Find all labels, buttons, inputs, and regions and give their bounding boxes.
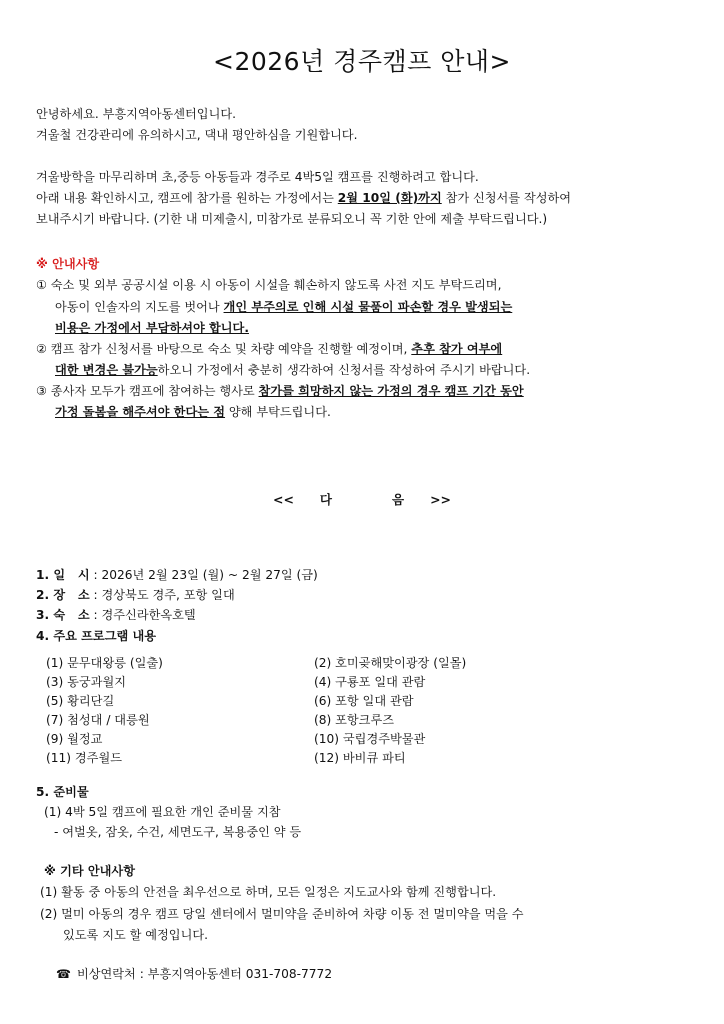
divider-char-1: 다 bbox=[319, 492, 332, 507]
program-item: (3) 동궁과월지 bbox=[46, 675, 127, 689]
detail-place bbox=[36, 587, 235, 603]
greeting-line-1: 안녕하세요. 부흥지역아동센터입니다. bbox=[36, 107, 236, 121]
program-item: (10) 국립경주박물관 bbox=[314, 732, 426, 746]
program-item: (8) 포항크루즈 bbox=[314, 713, 395, 727]
notice-1-line-1: ① 숙소 및 외부 공공시설 이용 시 아동이 시설을 훼손하지 않도록 사전 지도 부탁드리며, bbox=[36, 278, 502, 292]
deadline: 2월 10일 (화)까지 bbox=[337, 191, 442, 205]
emergency-contact bbox=[56, 966, 332, 982]
notice-3-emphasis-a: 참가를 희망하지 않는 가정의 경우 캠프 기간 동안 bbox=[258, 384, 524, 398]
notice-2-emphasis-b: 대한 변경은 불가능 bbox=[55, 363, 158, 377]
program-item: (4) 구룡포 일대 관람 bbox=[314, 675, 426, 689]
notice-3-line-2 bbox=[55, 404, 331, 420]
supplies-line-2: - 여벌옷, 잠옷, 수건, 세면도구, 복용중인 약 등 bbox=[54, 825, 302, 839]
other-line-2: (2) 멀미 아동의 경우 캠프 당일 센터에서 멀미약을 준비하여 차량 이동 전 멀미약을 먹을 수 bbox=[40, 907, 524, 921]
program-item: (5) 황리단길 bbox=[46, 694, 115, 708]
lodging-label: 3. 숙 소 bbox=[36, 608, 90, 622]
notice-2-emphasis-a: 추후 참가 여부에 bbox=[411, 342, 503, 356]
divider-heading bbox=[0, 490, 724, 508]
program-item: (11) 경주월드 bbox=[46, 751, 122, 765]
place-label: 2. 장 소 bbox=[36, 588, 90, 602]
other-line-1: (1) 활동 중 아동의 안전을 최우선으로 하며, 모든 일정은 지도교사와 함께 진행합니다. bbox=[40, 885, 497, 899]
program-item: (1) 문무대왕릉 (일출) bbox=[46, 656, 163, 670]
notice-2-line-1 bbox=[36, 341, 502, 357]
notice-1-line-3: 비용은 가정에서 부담하셔야 합니다. bbox=[55, 321, 249, 335]
intro-line-3: 보내주시기 바랍니다. (기한 내 미제출시, 미참가로 분류되오니 꼭 기한 안에 제출 부탁드립니다.) bbox=[36, 212, 548, 226]
program-heading: 4. 주요 프로그램 내용 bbox=[36, 629, 157, 643]
intro-line-1: 겨울방학을 마무리하며 초,중등 아동들과 경주로 4박5일 캠프를 진행하려고 합니다. bbox=[36, 170, 479, 184]
notice-2-line-2 bbox=[55, 362, 530, 378]
notice-1-line-2 bbox=[55, 299, 512, 315]
program-item: (12) 바비큐 파티 bbox=[314, 751, 406, 765]
program-item: (7) 첨성대 / 대릉원 bbox=[46, 713, 150, 727]
greeting-line-2: 겨울철 건강관리에 유의하시고, 댁내 평안하심을 기원합니다. bbox=[36, 128, 358, 142]
program-item: (6) 포항 일대 관람 bbox=[314, 694, 414, 708]
notice-3-line-1 bbox=[36, 383, 524, 399]
intro-line-2 bbox=[36, 190, 571, 206]
divider-right: >> bbox=[430, 492, 452, 507]
intro-line-2-end: 참가 신청서를 작성하여 bbox=[441, 191, 572, 205]
program-item: (2) 호미곶해맞이광장 (일몰) bbox=[314, 656, 467, 670]
supplies-heading: 5. 준비물 bbox=[36, 785, 89, 799]
lodging-value: : 경주신라한옥호텔 bbox=[93, 608, 196, 622]
date-value: : 2026년 2월 23일 (월) ~ 2월 27일 (금) bbox=[93, 568, 318, 582]
detail-lodging bbox=[36, 607, 196, 623]
detail-date bbox=[36, 567, 318, 583]
contact-text: 비상연락처 : 부흥지역아동센터 031-708-7772 bbox=[76, 967, 333, 981]
program-item: (9) 월정교 bbox=[46, 732, 103, 746]
notice-3-line-2-end: 양해 부탁드립니다. bbox=[225, 405, 331, 419]
notice-heading: ※ 안내사항 bbox=[36, 257, 100, 271]
notice-1-emphasis: 개인 부주의로 인해 시설 물품이 파손할 경우 발생되는 bbox=[223, 300, 513, 314]
notice-3-line-1-start: ③ 종사자 모두가 캠프에 참여하는 행사로 bbox=[36, 384, 259, 398]
place-value: : 경상북도 경주, 포항 일대 bbox=[93, 588, 235, 602]
page-title: <2026년 경주캠프 안내> bbox=[213, 47, 511, 76]
notice-3-emphasis-b: 가정 돌봄을 해주셔야 한다는 점 bbox=[55, 405, 226, 419]
notice-2-line-1-start: ② 캠프 참가 신청서를 바탕으로 숙소 및 차량 예약을 진행할 예정이며, bbox=[36, 342, 412, 356]
intro-line-2-start: 아래 내용 확인하시고, 캠프에 참가를 원하는 가정에서는 bbox=[36, 191, 338, 205]
notice-2-line-2-end: 하오니 가정에서 충분히 생각하여 신청서를 작성하여 주시기 바랍니다. bbox=[157, 363, 531, 377]
other-heading: ※ 기타 안내사항 bbox=[44, 864, 135, 878]
divider-char-2: 음 bbox=[392, 492, 405, 507]
telephone-icon: ☎ bbox=[56, 967, 71, 981]
other-line-3: 있도록 지도 할 예정입니다. bbox=[63, 928, 209, 942]
divider-left: << bbox=[272, 492, 294, 507]
date-label: 1. 일 시 bbox=[36, 568, 90, 582]
supplies-line-1: (1) 4박 5일 캠프에 필요한 개인 준비물 지참 bbox=[44, 805, 281, 819]
notice-1-line-2-start: 아동이 인솔자의 지도를 벗어나 bbox=[55, 300, 224, 314]
